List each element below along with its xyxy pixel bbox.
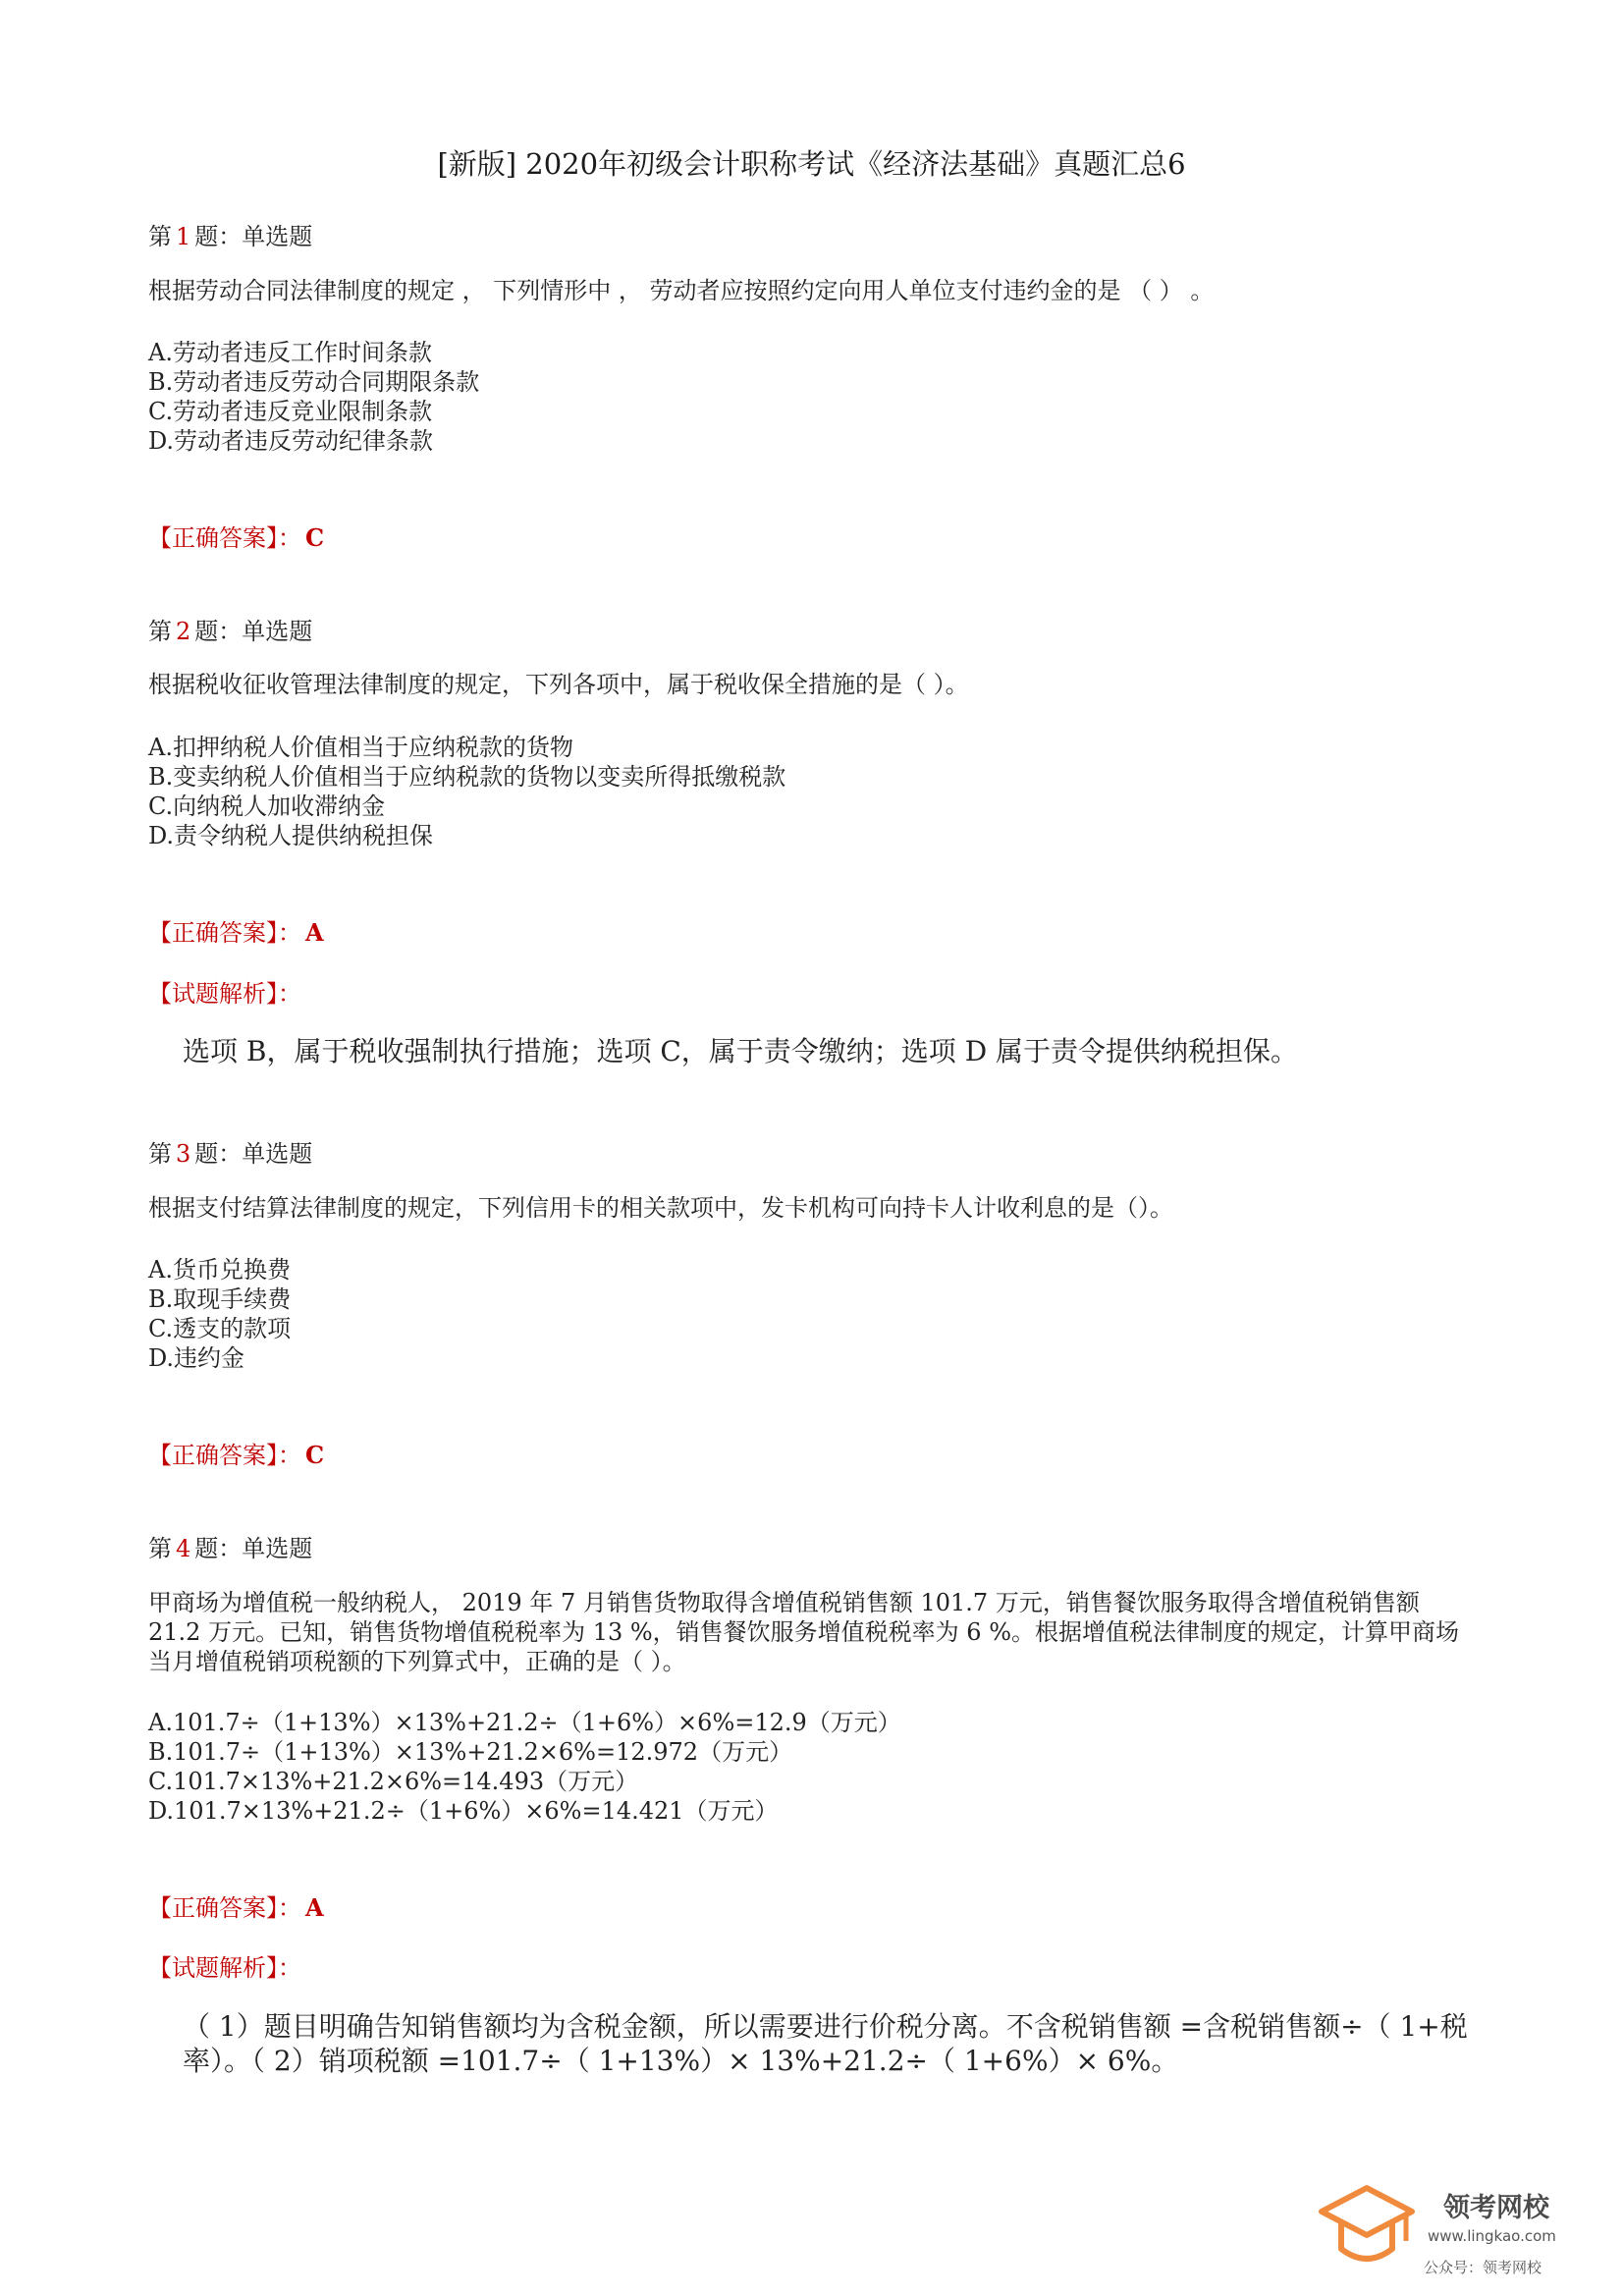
answer-label: 【正确答案】： <box>148 919 301 947</box>
option-c: C.向纳税人加收滞纳金 <box>148 793 386 820</box>
watermark-name: 领考网校 <box>1443 2193 1549 2223</box>
option-b: B.取现手续费 <box>148 1285 292 1313</box>
watermark-public-account: 公众号：领考网校 <box>1424 2259 1542 2276</box>
option-b: B.劳动者违反劳动合同期限条款 <box>148 368 480 396</box>
option-a: A.101.7÷（1+13%）×13%+21.2÷（1+6%）×6%=12.9（万元） <box>148 1709 901 1736</box>
question-type: 题：单选题 <box>194 1535 313 1562</box>
question-number: 3 <box>176 1140 191 1168</box>
question-2-header <box>148 612 312 646</box>
question-number: 1 <box>176 223 191 250</box>
question-4-options <box>148 1708 901 1826</box>
option-a: A.货币兑换费 <box>148 1256 291 1284</box>
question-2-options <box>148 733 785 850</box>
answer-value: A <box>305 918 324 947</box>
option-b: B.101.7÷（1+13%）×13%+21.2×6%=12.972（万元） <box>148 1738 793 1766</box>
answer-value: C <box>305 1441 325 1469</box>
question-2-analysis: 选项 B，属于税收强制执行措施；选项 C，属于责令缴纳；选项 D 属于责令提供纳税担保。 <box>183 1035 1299 1067</box>
question-prefix: 第 <box>148 618 172 645</box>
option-c: C.透支的款项 <box>148 1315 292 1342</box>
question-2-analysis-label: 【试题解析】： <box>148 980 301 1008</box>
option-b: B.变卖纳税人价值相当于应纳税款的货物以变卖所得抵缴税款 <box>148 763 786 791</box>
question-1-header <box>148 217 312 251</box>
question-4-header <box>148 1529 312 1563</box>
question-4-answer <box>148 1888 324 1923</box>
question-4-analysis: （ 1）题目明确告知销售额均为含税金额，所以需要进行价税分离。不含税销售额 =含税销售额÷（ 1+税率）。（ 2）销项税额 =101.7÷（ 1+13%）× 13%+21.2÷（ 1+6%）× 6%。 <box>183 2010 1468 2077</box>
question-1-options <box>148 338 479 456</box>
answer-value: A <box>305 1893 324 1922</box>
answer-value: C <box>305 523 325 552</box>
question-2-answer <box>148 913 324 948</box>
option-c: C.劳动者违反竞业限制条款 <box>148 398 433 425</box>
question-2-stem: 根据税收征收管理法律制度的规定，下列各项中，属于税收保全措施的是（ ）。 <box>148 671 969 698</box>
question-4-analysis-label: 【试题解析】： <box>148 1954 301 1982</box>
watermark-url: www.lingkao.com <box>1428 2227 1556 2245</box>
option-d: D.责令纳税人提供纳税担保 <box>148 822 434 849</box>
question-number: 4 <box>176 1535 191 1562</box>
answer-label: 【正确答案】： <box>148 1442 301 1469</box>
option-c: C.101.7×13%+21.2×6%=14.493（万元） <box>148 1768 639 1795</box>
question-4-stem: 甲商场为增值税一般纳税人， 2019 年 7 月销售货物取得含增值税销售额 101.7 万元，销售餐饮服务取得含增值税销售额 21.2 万元。已知，销售货物增值税税率为 13 %，销售餐饮服务增值税税率为 6 %。根据增值税法律制度的规定，计算甲商场当月增值税销项税额的下列算式中，正确的是（ ）。 <box>148 1589 1459 1675</box>
question-type: 题：单选题 <box>194 1140 313 1168</box>
question-1-answer <box>148 519 324 553</box>
question-type: 题：单选题 <box>194 618 313 645</box>
option-d: D.101.7×13%+21.2÷（1+6%）×6%=14.421（万元） <box>148 1797 779 1825</box>
question-3-stem: 根据支付结算法律制度的规定，下列信用卡的相关款项中，发卡机构可向持卡人计收利息的是（）。 <box>148 1194 1173 1222</box>
question-3-header <box>148 1134 312 1169</box>
question-prefix: 第 <box>148 1535 172 1562</box>
page-title: [新版] 2020年初级会计职称考试《经济法基础》真题汇总6 <box>437 147 1186 181</box>
question-3-options <box>148 1255 291 1373</box>
option-d: D.违约金 <box>148 1344 245 1372</box>
question-type: 题：单选题 <box>194 223 313 250</box>
answer-label: 【正确答案】： <box>148 524 301 552</box>
question-prefix: 第 <box>148 223 172 250</box>
question-3-answer <box>148 1436 324 1470</box>
watermark <box>1318 2180 1602 2278</box>
option-a: A.劳动者违反工作时间条款 <box>148 339 432 366</box>
question-1-stem: 根据劳动合同法律制度的规定 ， 下列情形中 ， 劳动者应按照约定向用人单位支付违约金的是 （ ） 。 <box>148 277 1215 304</box>
option-a: A.扣押纳税人价值相当于应纳税款的货物 <box>148 734 573 761</box>
question-number: 2 <box>176 618 191 645</box>
option-d: D.劳动者违反劳动纪律条款 <box>148 427 434 455</box>
graduation-cap-icon <box>1318 2180 1416 2278</box>
answer-label: 【正确答案】： <box>148 1894 301 1922</box>
question-prefix: 第 <box>148 1140 172 1168</box>
